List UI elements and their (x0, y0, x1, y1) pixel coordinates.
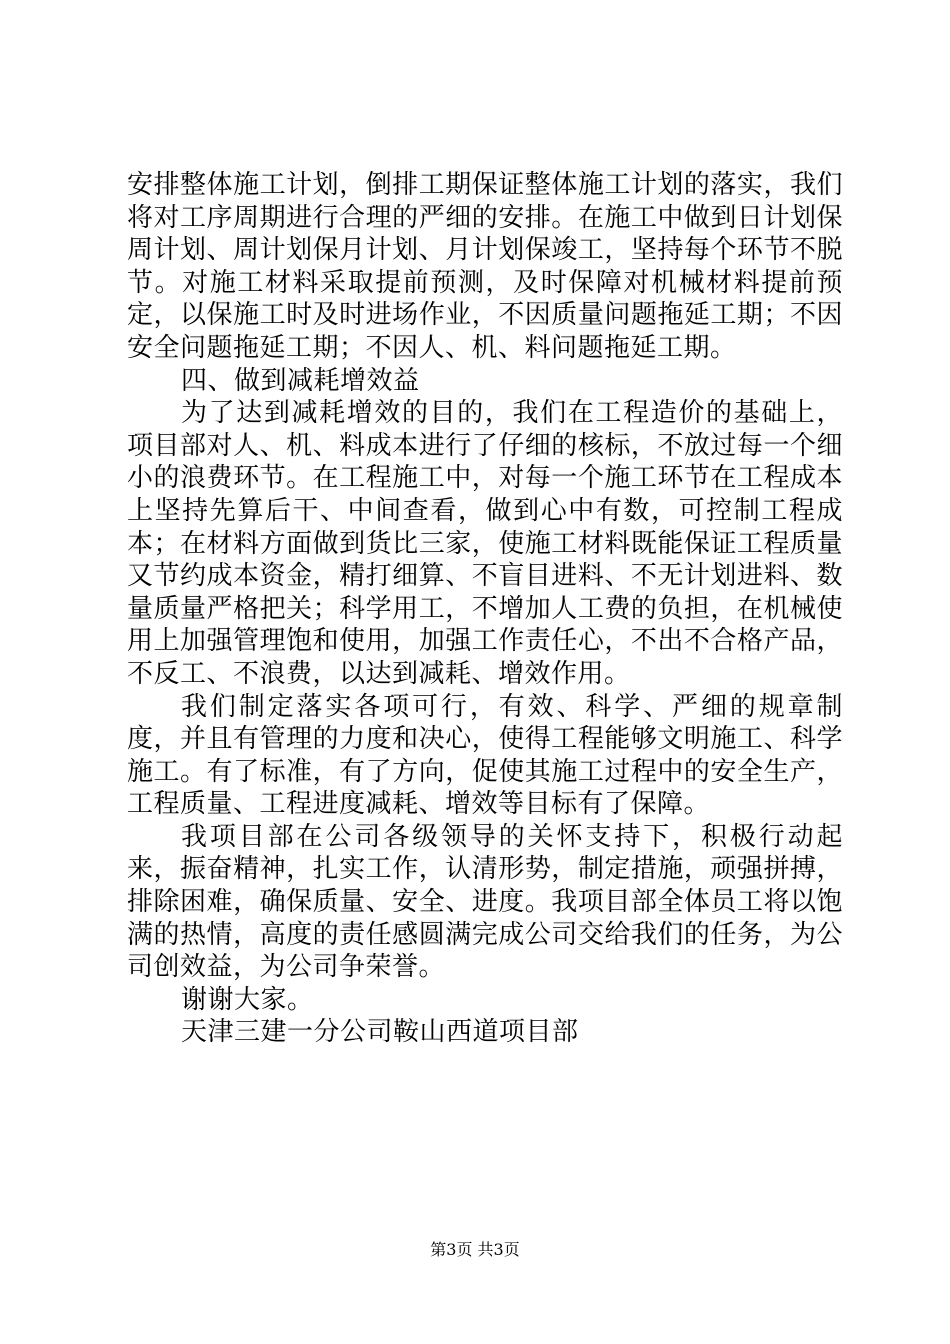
closing-thanks: 谢谢大家。 (181, 984, 314, 1015)
paragraph-cost-control: 为了达到减耗增效的目的，我们在工程造价的基础上，项目部对人、机、料成本进行了仔细的核标，不放过每一个细小的浪费环节。在工程施工中，对每一个施工环节在工程成本上坚持先算后干、中间查看，做到心中有数，可控制工程成本；在材料方面做到货比三家，使施工材料既能保证工程质量又节约成本资金，精打细算、不盲目进料、不无计划进料、数量质量严格把关；科学用工，不增加人工费的负担，在机械使用上加强管理饱和使用，加强工作责任心，不出不合格产品，不反工、不浪费，以达到减耗、增效作用。 (127, 398, 843, 689)
section-heading-cost-efficiency: 四、做到减耗增效益 (181, 365, 420, 396)
page-number-footer: 第3页 共3页 (430, 1240, 520, 1259)
paragraph-schedule-continued: 安排整体施工计划，倒排工期保证整体施工计划的落实，我们将对工序周期进行合理的严细的安排。在施工中做到日计划保周计划、周计划保月计划、月计划保竣工，坚持每个环节不脱节。对施工材料采取提前预测，及时保障对机械材料提前预定，以保施工时及时进场作业，不因质量问题拖延工期；不因安全问题拖延工期；不因人、机、料问题拖延工期。 (127, 170, 843, 363)
paragraph-commitment: 我项目部在公司各级领导的关怀支持下，积极行动起来，振奋精神，扎实工作，认清形势，制定措施，顽强拼搏，排除困难，确保质量、安全、进度。我项目部全体员工将以饱满的热情，高度的责任感圆满完成公司交给我们的任务，为公司创效益，为公司争荣誉。 (127, 821, 843, 983)
document-body (127, 169, 843, 1049)
signature-organization: 天津三建一分公司鞍山西道项目部 (181, 1017, 579, 1048)
paragraph-regulations: 我们制定落实各项可行，有效、科学、严细的规章制度，并且有管理的力度和决心，使得工程能够文明施工、科学施工。有了标准，有了方向，促使其施工过程中的安全生产，工程质量、工程进度减耗、增效等目标有了保障。 (127, 691, 843, 820)
